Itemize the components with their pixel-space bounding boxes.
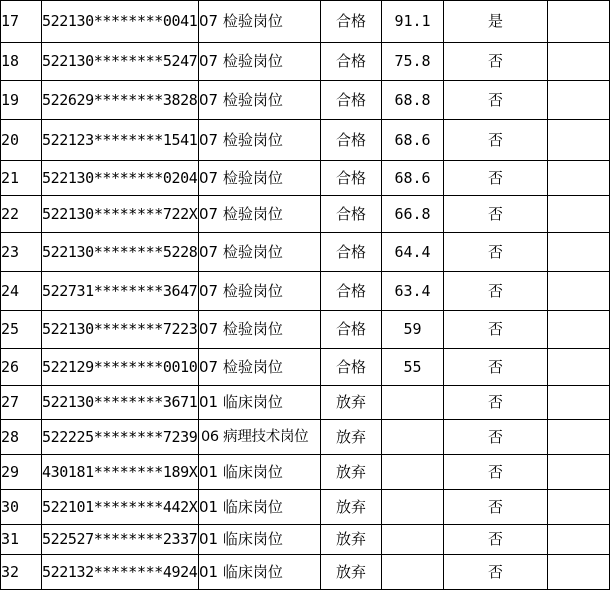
post-name: 07 检验岗位 xyxy=(199,196,321,233)
blank-cell xyxy=(548,161,610,196)
blank-cell xyxy=(548,525,610,555)
row-number: 27 xyxy=(1,386,42,420)
row-number: 32 xyxy=(1,555,42,590)
row-number: 31 xyxy=(1,525,42,555)
table-row xyxy=(1,272,610,311)
qualification-status: 合格 xyxy=(321,120,382,161)
table-row xyxy=(1,525,610,555)
score: 68.6 xyxy=(382,120,444,161)
row-number: 18 xyxy=(1,43,42,81)
row-number: 25 xyxy=(1,311,42,349)
qualification-status: 合格 xyxy=(321,196,382,233)
enter-flag: 否 xyxy=(444,120,548,161)
table-row xyxy=(1,349,610,386)
row-number: 17 xyxy=(1,1,42,43)
qualification-status: 合格 xyxy=(321,43,382,81)
qualification-status: 合格 xyxy=(321,272,382,311)
post-name: 07 检验岗位 xyxy=(199,311,321,349)
post-name: 07 检验岗位 xyxy=(199,120,321,161)
table-row xyxy=(1,1,610,43)
table-row xyxy=(1,120,610,161)
score: 91.1 xyxy=(382,1,444,43)
blank-cell xyxy=(548,81,610,120)
row-number: 20 xyxy=(1,120,42,161)
score: 63.4 xyxy=(382,272,444,311)
row-number: 24 xyxy=(1,272,42,311)
post-name: 07 检验岗位 xyxy=(199,349,321,386)
score: 68.6 xyxy=(382,161,444,196)
row-number: 23 xyxy=(1,233,42,272)
score: 55 xyxy=(382,349,444,386)
post-name: 01 临床岗位 xyxy=(199,455,321,490)
blank-cell xyxy=(548,120,610,161)
row-number: 28 xyxy=(1,420,42,455)
score xyxy=(382,386,444,420)
blank-cell xyxy=(548,349,610,386)
id-number: 522129********0010 xyxy=(42,349,199,386)
post-name: 01 临床岗位 xyxy=(199,555,321,590)
score: 64.4 xyxy=(382,233,444,272)
enter-flag: 否 xyxy=(444,43,548,81)
enter-flag: 是 xyxy=(444,1,548,43)
enter-flag: 否 xyxy=(444,455,548,490)
qualification-status: 合格 xyxy=(321,81,382,120)
id-number: 522130********5247 xyxy=(42,43,199,81)
qualification-status: 放弃 xyxy=(321,420,382,455)
enter-flag: 否 xyxy=(444,555,548,590)
blank-cell xyxy=(548,1,610,43)
id-number: 522527********2337 xyxy=(42,525,199,555)
qualification-status: 放弃 xyxy=(321,386,382,420)
post-name: 07 检验岗位 xyxy=(199,161,321,196)
id-number: 522132********4924 xyxy=(42,555,199,590)
blank-cell xyxy=(548,490,610,525)
qualification-status: 合格 xyxy=(321,233,382,272)
table-row xyxy=(1,81,610,120)
blank-cell xyxy=(548,311,610,349)
id-number: 522629********3828 xyxy=(42,81,199,120)
enter-flag: 否 xyxy=(444,81,548,120)
table-row xyxy=(1,311,610,349)
id-number: 522130********0041 xyxy=(42,1,199,43)
post-name: 06 病理技术岗位 xyxy=(199,420,321,455)
enter-flag: 否 xyxy=(444,490,548,525)
score xyxy=(382,490,444,525)
post-name: 01 临床岗位 xyxy=(199,490,321,525)
post-name: 01 临床岗位 xyxy=(199,525,321,555)
qualification-status: 合格 xyxy=(321,161,382,196)
table-row xyxy=(1,490,610,525)
post-name: 07 检验岗位 xyxy=(199,233,321,272)
blank-cell xyxy=(548,196,610,233)
blank-cell xyxy=(548,233,610,272)
table-row xyxy=(1,455,610,490)
post-name: 07 检验岗位 xyxy=(199,272,321,311)
qualification-status: 放弃 xyxy=(321,555,382,590)
table-row xyxy=(1,233,610,272)
post-name: 01 临床岗位 xyxy=(199,386,321,420)
table-row xyxy=(1,386,610,420)
row-number: 21 xyxy=(1,161,42,196)
id-number: 522101********442X xyxy=(42,490,199,525)
enter-flag: 否 xyxy=(444,233,548,272)
id-number: 522123********1541 xyxy=(42,120,199,161)
score xyxy=(382,555,444,590)
enter-flag: 否 xyxy=(444,349,548,386)
blank-cell xyxy=(548,455,610,490)
enter-flag: 否 xyxy=(444,196,548,233)
row-number: 29 xyxy=(1,455,42,490)
score xyxy=(382,455,444,490)
qualification-status: 放弃 xyxy=(321,455,382,490)
blank-cell xyxy=(548,420,610,455)
blank-cell xyxy=(548,272,610,311)
qualification-status: 放弃 xyxy=(321,490,382,525)
post-name: 07 检验岗位 xyxy=(199,81,321,120)
blank-cell xyxy=(548,386,610,420)
enter-flag: 否 xyxy=(444,272,548,311)
row-number: 22 xyxy=(1,196,42,233)
id-number: 522225********7239 xyxy=(42,420,199,455)
results-table-body xyxy=(1,1,610,590)
table-row xyxy=(1,161,610,196)
enter-flag: 否 xyxy=(444,311,548,349)
row-number: 19 xyxy=(1,81,42,120)
id-number: 430181********189X xyxy=(42,455,199,490)
id-number: 522130********0204 xyxy=(42,161,199,196)
blank-cell xyxy=(548,555,610,590)
post-name: 07 检验岗位 xyxy=(199,43,321,81)
id-number: 522731********3647 xyxy=(42,272,199,311)
row-number: 30 xyxy=(1,490,42,525)
enter-flag: 否 xyxy=(444,386,548,420)
score: 75.8 xyxy=(382,43,444,81)
id-number: 522130********5228 xyxy=(42,233,199,272)
table-row xyxy=(1,420,610,455)
table-row xyxy=(1,555,610,590)
score: 68.8 xyxy=(382,81,444,120)
enter-flag: 否 xyxy=(444,161,548,196)
table-row xyxy=(1,43,610,81)
row-number: 26 xyxy=(1,349,42,386)
qualification-status: 合格 xyxy=(321,1,382,43)
table-row xyxy=(1,196,610,233)
blank-cell xyxy=(548,43,610,81)
score xyxy=(382,420,444,455)
enter-flag: 否 xyxy=(444,525,548,555)
id-number: 522130********7223 xyxy=(42,311,199,349)
qualification-status: 合格 xyxy=(321,349,382,386)
score: 66.8 xyxy=(382,196,444,233)
id-number: 522130********722X xyxy=(42,196,199,233)
qualification-status: 合格 xyxy=(321,311,382,349)
id-number: 522130********3671 xyxy=(42,386,199,420)
enter-flag: 否 xyxy=(444,420,548,455)
score xyxy=(382,525,444,555)
qualification-status: 放弃 xyxy=(321,525,382,555)
post-name: 07 检验岗位 xyxy=(199,1,321,43)
score: 59 xyxy=(382,311,444,349)
